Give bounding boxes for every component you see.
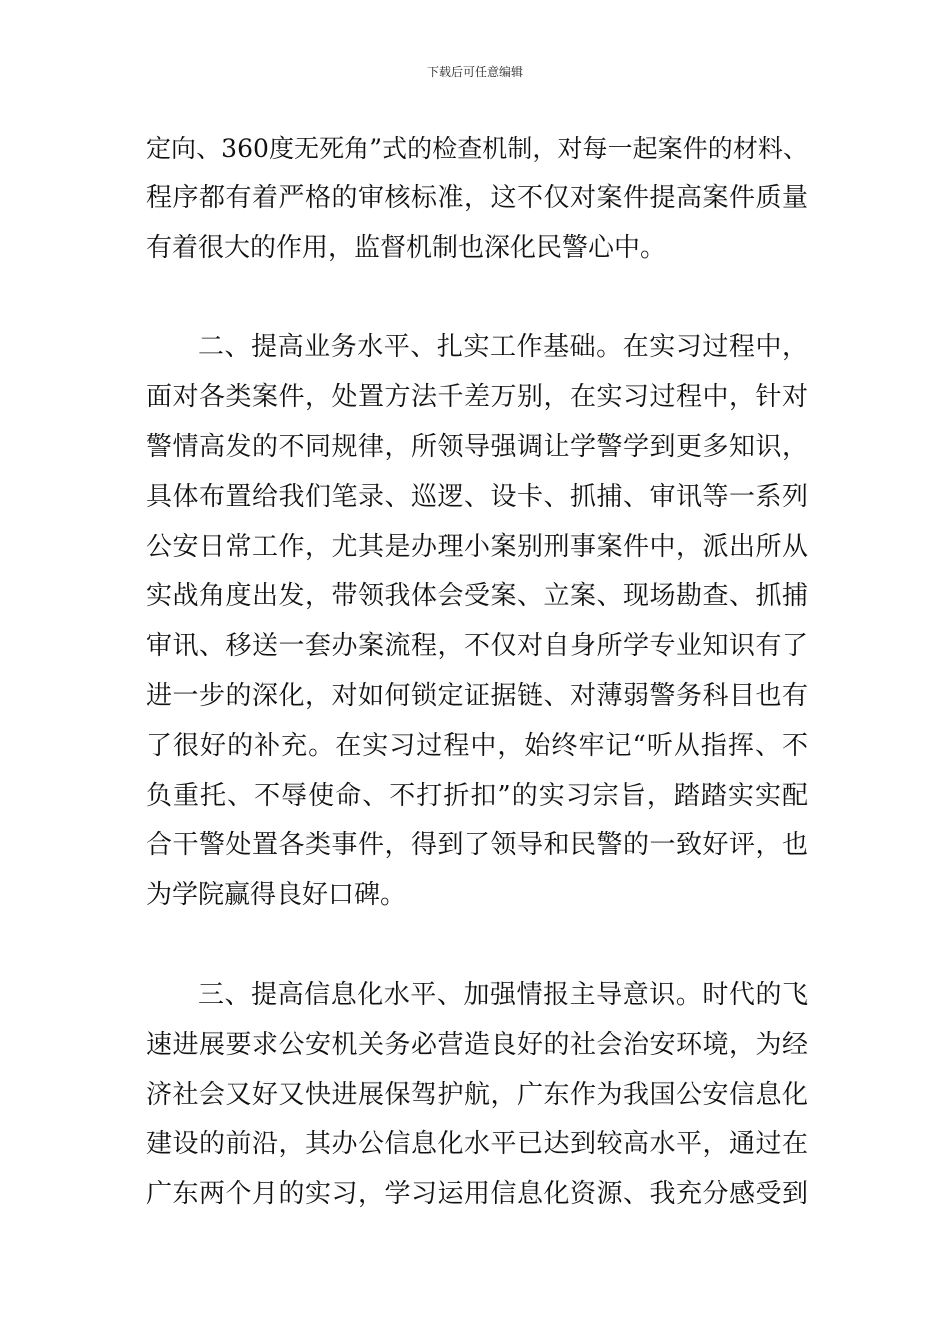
text-line: 广东两个月的实习，学习运用信息化资源、我充分感受到 xyxy=(146,1179,808,1210)
text-line: 负重托、不辱使命、不打折扣”的实习宗旨，踏踏实实配 xyxy=(146,780,808,811)
document-body xyxy=(146,124,808,1220)
text-line: 合干警处置各类事件，得到了领导和民警的一致好评，也 xyxy=(146,830,808,861)
text-line: 建设的前沿，其办公信息化水平已达到较高水平，通过在 xyxy=(146,1129,808,1160)
paragraph-2 xyxy=(146,323,808,921)
text-line: 了很好的补充。在实习过程中，始终牢记“听从指挥、不 xyxy=(146,730,808,761)
text-line: 有着很大的作用，监督机制也深化民警心中。 xyxy=(146,232,667,263)
text-line: 公安日常工作，尤其是办理小案别刑事案件中，派出所从 xyxy=(146,531,808,562)
paragraph-3 xyxy=(146,971,808,1220)
text-line: 三、提高信息化水平、加强情报主导意识。时代的飞 xyxy=(198,979,808,1010)
text-line: 定向、360度无死角”式的检查机制，对每一起案件的材料、 xyxy=(146,134,808,163)
text-line: 济社会又好又快进展保驾护航，广东作为我国公安信息化 xyxy=(146,1079,808,1110)
text-line: 速进展要求公安机关务必营造良好的社会治安环境，为经 xyxy=(146,1029,808,1060)
text-line: 为学院赢得良好口碑。 xyxy=(146,880,407,911)
paragraph-gap xyxy=(146,273,808,323)
paragraph-gap xyxy=(146,921,808,971)
text-line: 审讯、移送一套办案流程，不仅对自身所学专业知识有了 xyxy=(146,631,808,662)
paragraph-1 xyxy=(146,124,808,273)
text-line: 警情高发的不同规律，所领导强调让学警学到更多知识， xyxy=(146,431,808,462)
page-header: 下载后可任意编辑 xyxy=(426,65,523,79)
text-line: 面对各类案件，处置方法千差万别，在实习过程中，针对 xyxy=(146,382,808,413)
text-line: 具体布置给我们笔录、巡逻、设卡、抓捕、审讯等一系列 xyxy=(146,481,808,512)
text-line: 二、提高业务水平、扎实工作基础。在实习过程中， xyxy=(198,332,808,363)
text-line: 进一步的深化，对如何锁定证据链、对薄弱警务科目也有 xyxy=(146,680,808,711)
text-line: 实战角度出发，带领我体会受案、立案、现场勘查、抓捕 xyxy=(146,581,808,612)
text-line: 程序都有着严格的审核标准，这不仅对案件提高案件质量 xyxy=(146,182,808,213)
